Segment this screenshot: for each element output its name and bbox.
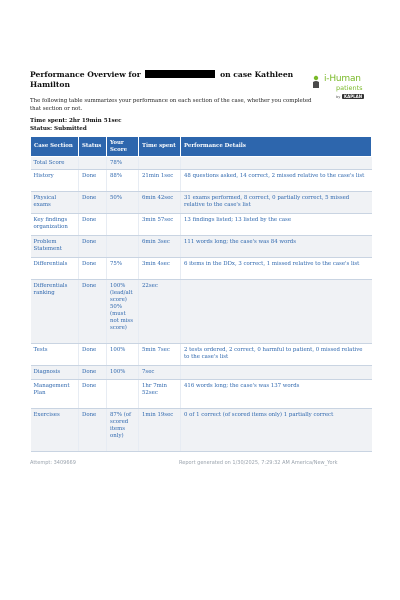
logo-brand-sub: patients [336, 84, 363, 92]
cell-details: 13 findings listed; 13 listed by the case [181, 214, 372, 236]
cell-section: History [31, 170, 79, 192]
cell-score: 100% [107, 366, 139, 380]
cell-details: 48 questions asked, 14 correct, 2 missed relative to the case's list [181, 170, 372, 192]
cell-section: Total Score [31, 157, 79, 170]
table-row [31, 344, 372, 366]
cell-status: Done [79, 214, 107, 236]
table-row [31, 214, 372, 236]
cell-details: 6 items in the DDx, 3 correct, 1 missed relative to the case's list [181, 258, 372, 280]
cell-status: Done [79, 236, 107, 258]
cell-time: 7sec [139, 366, 181, 380]
cell-status: Done [79, 344, 107, 366]
table-row [31, 409, 372, 452]
logo-brand: i-Human [324, 74, 361, 84]
cell-status: Done [79, 366, 107, 380]
page-title [30, 70, 305, 90]
cell-status [79, 157, 107, 170]
cell-section: Tests [31, 344, 79, 366]
col-header-time: Time spent [139, 137, 181, 157]
report-generated: Report generated on 1/30/2025, 7:29:32 AM America/New_York [179, 460, 338, 466]
cell-status: Done [79, 409, 107, 452]
cell-time: 21min 1sec [139, 170, 181, 192]
cell-details [181, 157, 372, 170]
table-row [31, 157, 372, 170]
cell-score [107, 236, 139, 258]
cell-details: 0 of 1 correct (of scored items only) 1 partially correct [181, 409, 372, 452]
status-line: Status: Submitted [30, 126, 87, 132]
logo-by: by [336, 95, 341, 99]
ihuman-logo [312, 73, 372, 109]
title-prefix: Performance Overview for [30, 70, 141, 79]
cell-score: 88% [107, 170, 139, 192]
cell-score: 75% [107, 258, 139, 280]
table-row [31, 380, 372, 409]
cell-status: Done [79, 192, 107, 214]
cell-time [139, 157, 181, 170]
cell-time: 5min 7sec [139, 344, 181, 366]
cell-time: 6min 42sec [139, 192, 181, 214]
table-row [31, 236, 372, 258]
cell-time: 6min 3sec [139, 236, 181, 258]
col-header-section: Case Section [31, 137, 79, 157]
table-row [31, 170, 372, 192]
cell-time: 22sec [139, 280, 181, 344]
table-row [31, 366, 372, 380]
col-header-score: Your Score [107, 137, 139, 157]
cell-section: Differentials [31, 258, 79, 280]
cell-time: 1hr 7min 52sec [139, 380, 181, 409]
cell-section: Exercises [31, 409, 79, 452]
kaplan-logo: KAPLAN [344, 94, 363, 99]
cell-score [107, 380, 139, 409]
cell-section: Physical exams [31, 192, 79, 214]
attempt-id: Attempt: 3409669 [30, 460, 76, 466]
table-row [31, 280, 372, 344]
cell-status: Done [79, 170, 107, 192]
cell-section: Key findings organization [31, 214, 79, 236]
cell-time: 1min 19sec [139, 409, 181, 452]
performance-table [30, 136, 372, 452]
cell-section: Problem Statement [31, 236, 79, 258]
cell-score [107, 214, 139, 236]
cell-status: Done [79, 280, 107, 344]
table-header-row [31, 137, 372, 157]
cell-status: Done [79, 380, 107, 409]
cell-section: Management Plan [31, 380, 79, 409]
meta-block [30, 117, 122, 133]
cell-score: 78% [107, 157, 139, 170]
col-header-details: Performance Details [181, 137, 372, 157]
col-header-status: Status [79, 137, 107, 157]
cell-details: 2 tests ordered, 2 correct, 0 harmful to patient, 0 missed relative to the case's list [181, 344, 372, 366]
cell-score: 87% (of scored items only) [107, 409, 139, 452]
ihuman-logo-icon [312, 75, 324, 89]
cell-score: 100% (lead/alt score) 50% (must not miss score) [107, 280, 139, 344]
cell-score: 50% [107, 192, 139, 214]
cell-details [181, 366, 372, 380]
time-spent: Time spent: 2hr 19min 51sec [30, 118, 122, 124]
cell-details: 31 exams performed, 8 correct, 0 partially correct, 5 missed relative to the case's list [181, 192, 372, 214]
cell-score: 100% [107, 344, 139, 366]
table-row [31, 258, 372, 280]
cell-status: Done [79, 258, 107, 280]
cell-time: 3min 4sec [139, 258, 181, 280]
cell-time: 3min 57sec [139, 214, 181, 236]
table-row [31, 192, 372, 214]
cell-details [181, 280, 372, 344]
redacted-name [145, 70, 215, 78]
summary-text: The following table summarizes your performance on each section of the case, whether you completed that section or not. [30, 98, 312, 112]
cell-details: 416 words long; the case's was 137 words [181, 380, 372, 409]
title-suffix: on case Kathleen Hamilton [30, 70, 294, 89]
cell-details: 111 words long; the case's was 84 words [181, 236, 372, 258]
cell-section: Diagnosis [31, 366, 79, 380]
cell-section: Differentials ranking [31, 280, 79, 344]
